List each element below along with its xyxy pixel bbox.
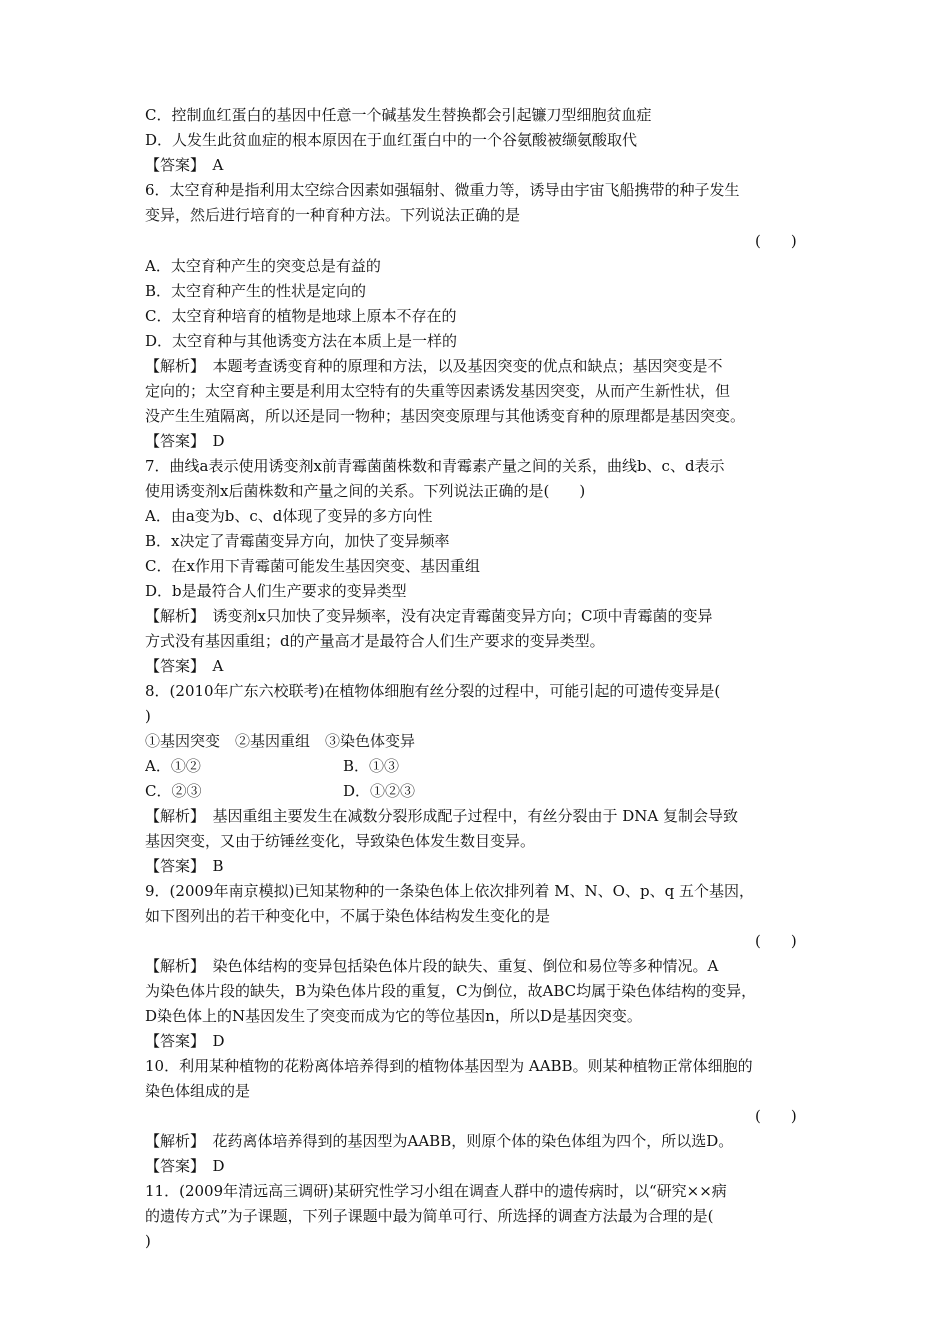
- option-line: A．①②: [145, 757, 201, 775]
- option-line: D．太空育种与其他诱变方法在本质上是一样的: [145, 332, 458, 350]
- option-line: C．太空育种培育的植物是地球上原本不存在的: [145, 307, 457, 325]
- option-line: A．由a变为b、c、d体现了变异的多方向性: [145, 507, 433, 525]
- answer-line: 【答案】 B: [145, 857, 224, 875]
- text-line: D．人发生此贫血症的根本原因在于血红蛋白中的一个谷氨酸被缬氨酸取代: [145, 131, 638, 149]
- text-line: 基因突变，又由于纺锤丝变化，导致染色体发生数目变异。: [145, 832, 536, 850]
- text-line: ①基因突变 ②基因重组 ③染色体变异: [145, 732, 416, 750]
- text-line: 定向的；太空育种主要是利用太空特有的失重等因素诱发基因突变，从而产生新性状，但: [145, 382, 731, 400]
- option-line: B．x决定了青霉菌变异方向，加快了变异频率: [145, 532, 450, 550]
- analysis-line: 【解析】 基因重组主要发生在减数分裂形成配子过程中，有丝分裂由于 DNA 复制会导致: [145, 807, 739, 825]
- question-7-stem: 7．曲线a表示使用诱变剂x前青霉菌菌株数和青霉素产量之间的关系，曲线b、c、d表示: [145, 457, 725, 475]
- answer-line: 【答案】 A: [145, 657, 224, 675]
- option-line: C．②③: [145, 782, 202, 800]
- text-line: 使用诱变剂x后菌株数和产量之间的关系。下列说法正确的是( ): [145, 482, 586, 500]
- option-line: A．太空育种产生的突变总是有益的: [145, 257, 381, 275]
- text-line: 的遗传方式”为子课题，下列子课题中最为简单可行、所选择的调查方法最为合理的是(: [145, 1207, 714, 1225]
- text-line: D染色体上的N基因发生了突变而成为它的等位基因n，所以D是基因突变。: [145, 1007, 642, 1025]
- answer-line: 【答案】 A: [145, 156, 224, 174]
- answer-blank: ( ): [755, 932, 797, 950]
- text-line: 染色体组成的是: [145, 1082, 251, 1100]
- question-10-stem: 10．利用某种植物的花粉离体培养得到的植物体基因型为 AABB。则某种植物正常体细胞的: [145, 1057, 753, 1075]
- option-line: D．①②③: [343, 782, 416, 800]
- analysis-line: 【解析】 诱变剂x只加快了变异频率，没有决定青霉菌变异方向；C项中青霉菌的变异: [145, 607, 713, 625]
- text-line: 如下图列出的若干种变化中，不属于染色体结构发生变化的是: [145, 907, 551, 925]
- option-line: C．在x作用下青霉菌可能发生基因突变、基因重组: [145, 557, 480, 575]
- option-line: D．b是最符合人们生产要求的变异类型: [145, 582, 407, 600]
- answer-line: 【答案】 D: [145, 432, 225, 450]
- text-line: 为染色体片段的缺失，B为染色体片段的重复，C为倒位，故ABC均属于染色体结构的变异，: [145, 982, 757, 1000]
- answer-blank: ( ): [755, 1107, 797, 1125]
- text-line: ): [145, 707, 151, 725]
- text-line: C．控制血红蛋白的基因中任意一个碱基发生替换都会引起镰刀型细胞贫血症: [145, 106, 652, 124]
- question-8-stem: 8．(2010年广东六校联考)在植物体细胞有丝分裂的过程中，可能引起的可遗传变异是(: [145, 682, 721, 700]
- answer-blank: ( ): [755, 232, 797, 250]
- question-11-stem: 11．(2009年清远高三调研)某研究性学习小组在调查人群中的遗传病时，以“研究××病: [145, 1182, 727, 1200]
- answer-line: 【答案】 D: [145, 1157, 225, 1175]
- option-line: B．太空育种产生的性状是定向的: [145, 282, 367, 300]
- analysis-line: 【解析】 本题考查诱变育种的原理和方法，以及基因突变的优点和缺点；基因突变是不: [145, 357, 723, 375]
- analysis-line: 【解析】 花药离体培养得到的基因型为AABB，则原个体的染色体组为四个，所以选D。: [145, 1132, 734, 1150]
- text-line: 变异，然后进行培育的一种育种方法。下列说法正确的是: [145, 206, 521, 224]
- answer-line: 【答案】 D: [145, 1032, 225, 1050]
- text-line: 方式没有基因重组；d的产量高才是最符合人们生产要求的变异类型。: [145, 632, 605, 650]
- question-6-stem: 6．太空育种是指利用太空综合因素如强辐射、微重力等，诱导由宇宙飞船携带的种子发生: [145, 181, 740, 199]
- analysis-line: 【解析】 染色体结构的变异包括染色体片段的缺失、重复、倒位和易位等多种情况。A: [145, 957, 719, 975]
- question-9-stem: 9．(2009年南京模拟)已知某物种的一条染色体上依次排列着 M、N、O、p、q 五个基因，: [145, 882, 754, 900]
- text-line: ): [145, 1232, 151, 1250]
- option-line: B．①③: [343, 757, 400, 775]
- text-line: 没产生生殖隔离，所以还是同一物种；基因突变原理与其他诱变育种的原理都是基因突变。: [145, 407, 746, 425]
